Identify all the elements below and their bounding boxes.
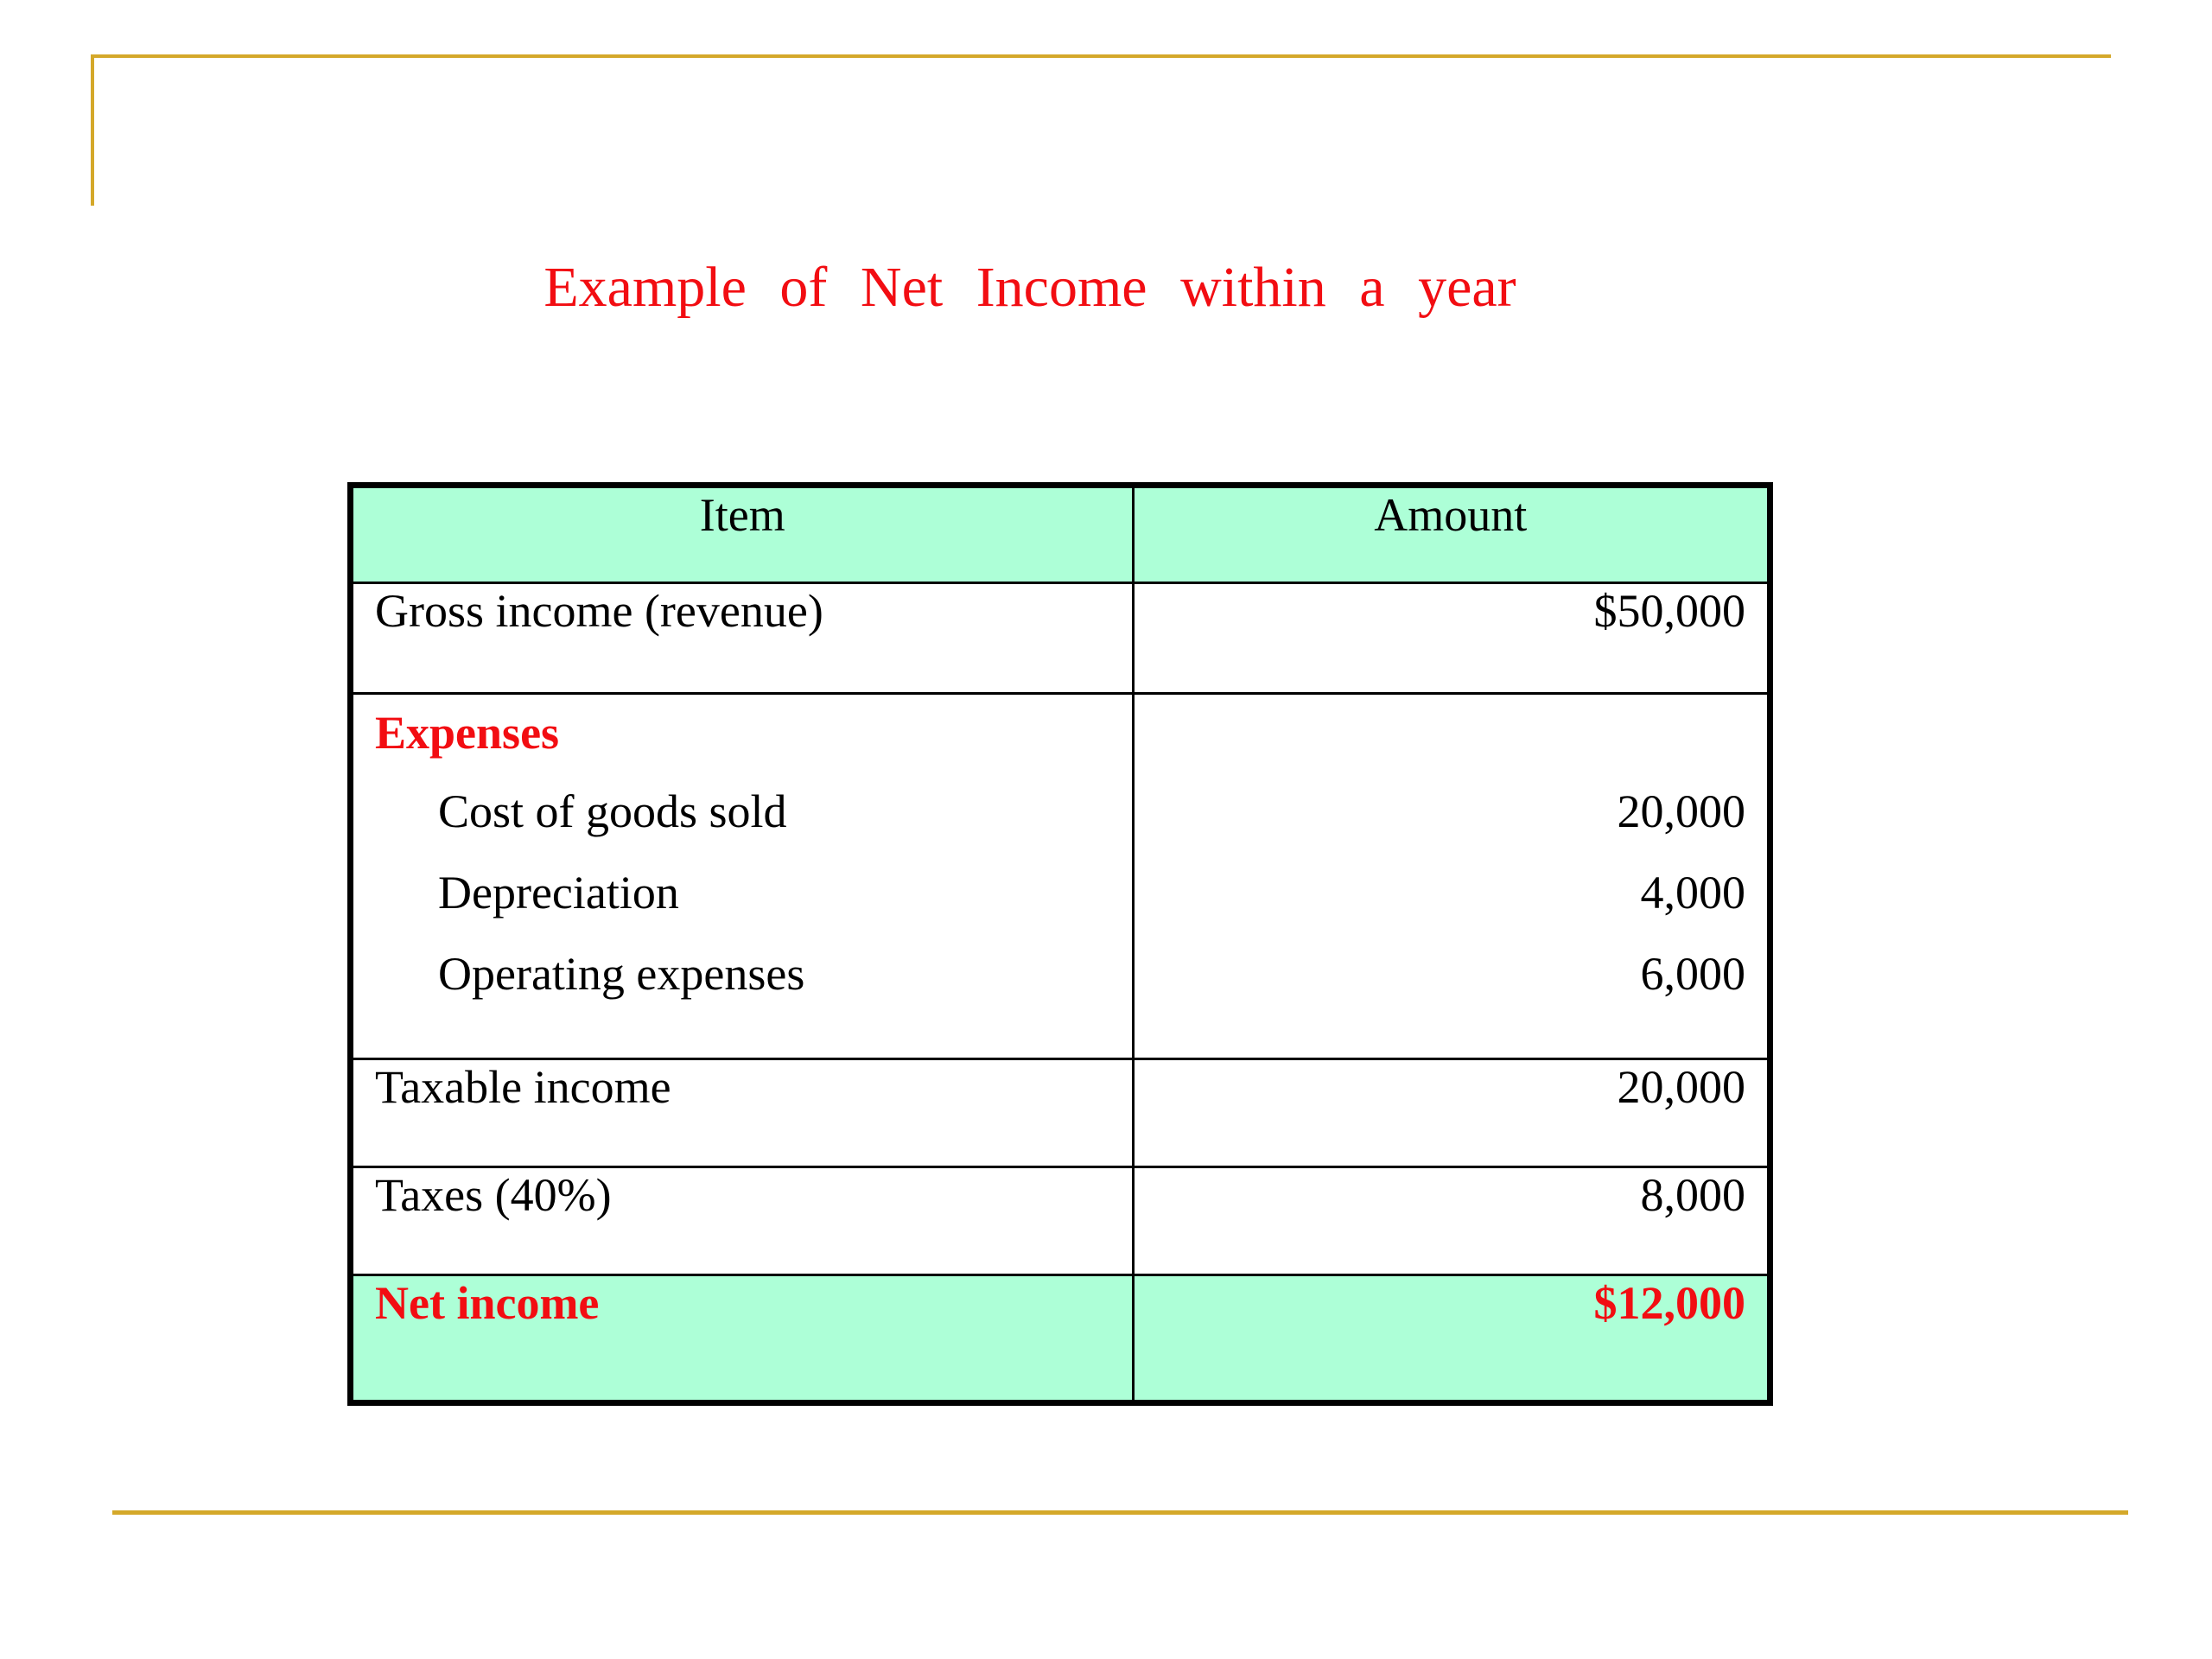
net-income-label: Net income (351, 1275, 1134, 1403)
table-row-taxable-income (351, 1059, 1770, 1167)
expense-item-label: Operating expenses (438, 948, 805, 1000)
net-income-table (347, 482, 1773, 1406)
gross-income-value: $50,000 (1133, 583, 1770, 694)
taxes-label: Taxes (40%) (351, 1167, 1134, 1275)
table-row-expenses (351, 694, 1770, 1059)
table-header-row (351, 486, 1770, 583)
column-header-amount: Amount (1133, 486, 1770, 583)
expense-item-value: 20,000 (1617, 785, 1745, 837)
left-accent-rule (91, 54, 94, 206)
taxable-income-value: 20,000 (1133, 1059, 1770, 1167)
taxable-income-label: Taxable income (351, 1059, 1134, 1167)
top-accent-rule (91, 54, 2111, 58)
expense-item-label: Cost of goods sold (438, 785, 787, 837)
expense-item-value: 6,000 (1640, 948, 1745, 1000)
bottom-accent-rule (112, 1510, 2128, 1515)
table-row-gross-income (351, 583, 1770, 694)
expense-item-value: 4,000 (1640, 867, 1745, 918)
expenses-values-cell (1133, 694, 1770, 1059)
taxes-value: 8,000 (1133, 1167, 1770, 1275)
expenses-heading: Expenses (375, 707, 560, 759)
table-row-net-income (351, 1275, 1770, 1403)
expenses-labels-cell (351, 694, 1134, 1059)
net-income-value: $12,000 (1133, 1275, 1770, 1403)
column-header-item: Item (351, 486, 1134, 583)
table-row-taxes (351, 1167, 1770, 1275)
gross-income-label: Gross income (revenue) (351, 583, 1134, 694)
expense-item-label: Depreciation (438, 867, 679, 918)
slide-title: Example of Net Income within a year (543, 256, 1516, 319)
